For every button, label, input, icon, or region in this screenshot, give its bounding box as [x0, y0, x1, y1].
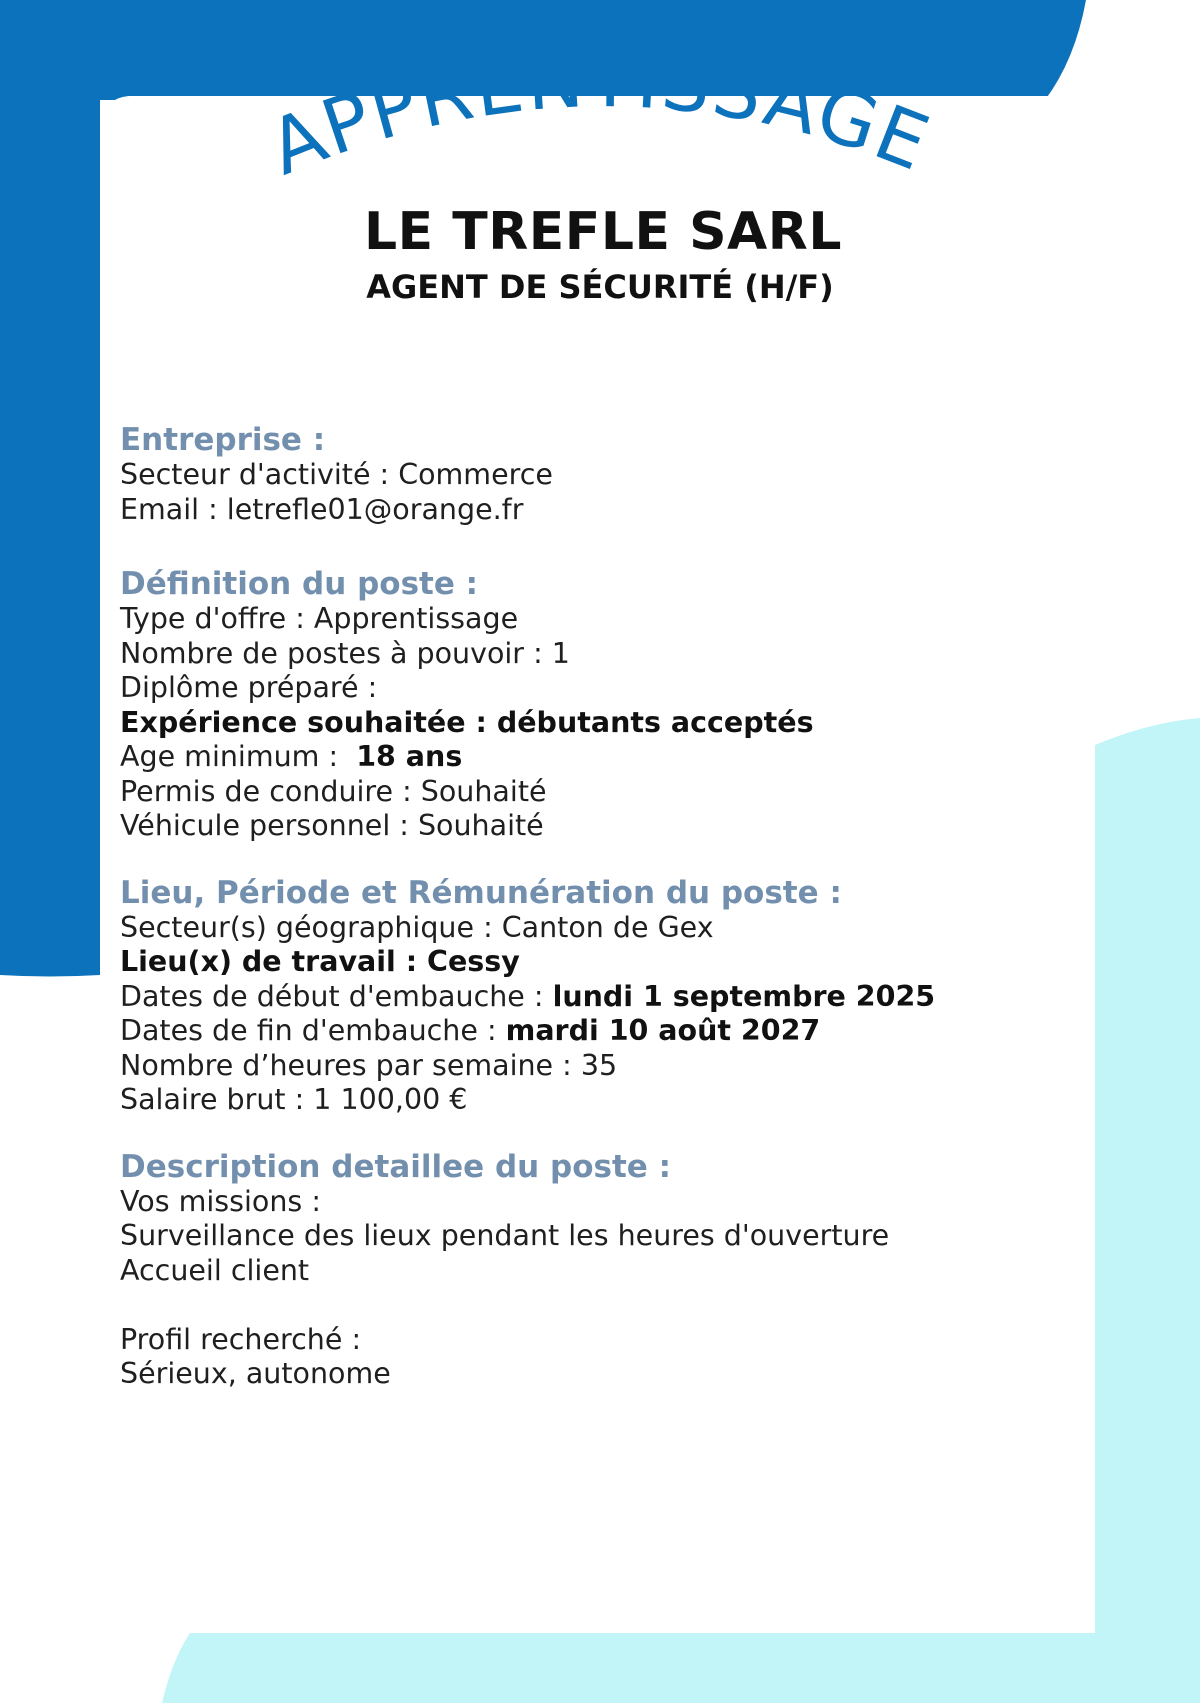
lieu-travail: Lieu(x) de travail : Cessy	[120, 945, 520, 978]
section-title-definition: Définition du poste :	[120, 566, 479, 602]
mission-item: Surveillance des lieux pendant les heures d'ouverture	[120, 1219, 890, 1252]
date-debut-value: lundi 1 septembre 2025	[552, 979, 936, 1013]
job-title: AGENT DE SÉCURITÉ (H/F)	[366, 268, 834, 306]
vehicule-personnel: Véhicule personnel : Souhaité	[120, 809, 544, 842]
secteur-activite: Secteur d'activité : Commerce	[120, 458, 553, 491]
cyan-bottom-shape	[162, 1633, 1200, 1703]
offer-details	[120, 422, 1080, 1392]
date-fin-label: Dates de fin d'embauche :	[120, 1014, 506, 1047]
missions-label: Vos missions :	[120, 1184, 321, 1218]
cyan-right-shape	[1095, 718, 1200, 1703]
heures-semaine: Nombre d’heures par semaine : 35	[120, 1048, 618, 1082]
type-offre: Type d'offre : Apprentissage	[120, 602, 519, 635]
permis-conduire: Permis de conduire : Souhaité	[120, 774, 547, 808]
apprentissage-banner: APPRENTISSAGE	[256, 35, 943, 193]
section-title-lieu: Lieu, Période et Rémunération du poste :	[120, 874, 842, 911]
age-label: Age minimum :	[120, 740, 357, 773]
date-debut-label: Dates de début d'embauche :	[120, 979, 553, 1013]
section-title-description: Description detaillee du poste :	[120, 1148, 671, 1185]
date-fin	[120, 1014, 1080, 1049]
age-minimum	[120, 740, 1080, 775]
secteur-geographique: Secteur(s) géographique : Canton de Gex	[120, 910, 714, 944]
age-value: 18 ans	[356, 740, 463, 773]
date-fin-value: mardi 10 août 2027	[505, 1014, 821, 1047]
nombre-postes: Nombre de postes à pouvoir : 1	[120, 636, 570, 670]
mission-item: Accueil client	[120, 1253, 310, 1287]
salaire-brut: Salaire brut : 1 100,00 €	[120, 1083, 468, 1116]
section-title-entreprise: Entreprise :	[120, 422, 326, 458]
date-debut	[120, 980, 1080, 1015]
experience-souhaitee: Expérience souhaitée : débutants acceptés	[120, 705, 814, 739]
email: Email : letrefle01@orange.fr	[120, 492, 524, 526]
header	[0, 0, 1200, 320]
profil-label: Profil recherché :	[120, 1322, 362, 1356]
diplome-prepare: Diplôme préparé :	[120, 671, 378, 704]
company-name: LE TREFLE SARL	[364, 202, 842, 262]
profil-value: Sérieux, autonome	[120, 1357, 391, 1390]
